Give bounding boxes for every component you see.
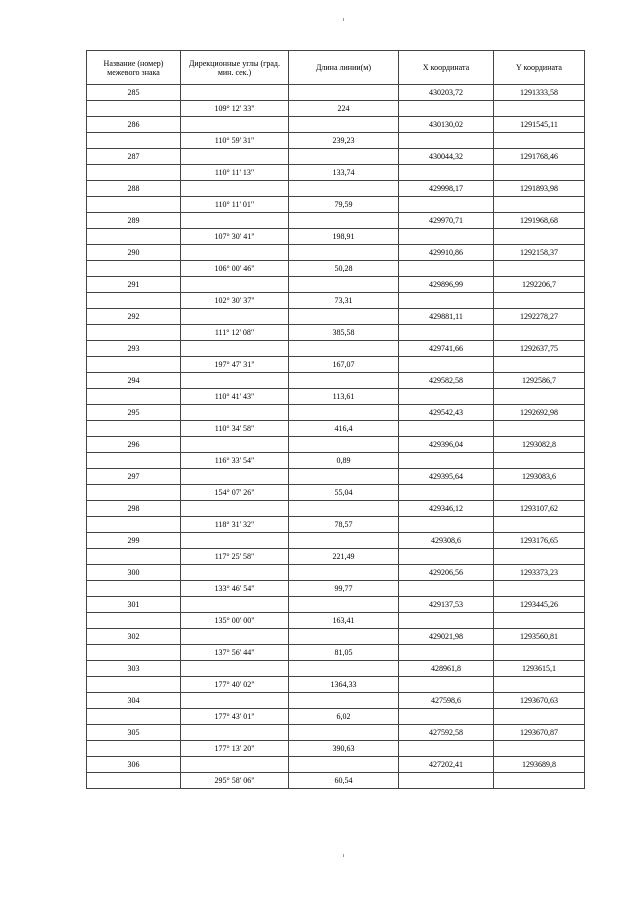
point-name: 293	[87, 341, 181, 357]
empty-cell	[181, 437, 289, 453]
empty-cell	[289, 245, 399, 261]
point-row	[87, 309, 585, 325]
empty-cell	[87, 101, 181, 117]
direction-angle: 177° 43' 01"	[181, 709, 289, 725]
point-name: 292	[87, 309, 181, 325]
empty-cell	[494, 741, 585, 757]
point-row	[87, 405, 585, 421]
segment-row	[87, 293, 585, 309]
table-header-row	[87, 51, 585, 85]
point-row	[87, 373, 585, 389]
point-name: 301	[87, 597, 181, 613]
point-row	[87, 693, 585, 709]
x-coordinate: 429582,58	[399, 373, 494, 389]
point-row	[87, 437, 585, 453]
empty-cell	[87, 325, 181, 341]
empty-cell	[289, 533, 399, 549]
y-coordinate: 1291893,98	[494, 181, 585, 197]
empty-cell	[494, 773, 585, 789]
direction-angle: 197° 47' 31"	[181, 357, 289, 373]
segment-row	[87, 485, 585, 501]
y-coordinate: 1292278,27	[494, 309, 585, 325]
empty-cell	[399, 773, 494, 789]
empty-cell	[289, 437, 399, 453]
empty-cell	[181, 117, 289, 133]
direction-angle: 110° 11' 13"	[181, 165, 289, 181]
point-name: 303	[87, 661, 181, 677]
x-coordinate: 429881,11	[399, 309, 494, 325]
point-row	[87, 629, 585, 645]
empty-cell	[181, 597, 289, 613]
point-row	[87, 341, 585, 357]
empty-cell	[181, 245, 289, 261]
point-name: 286	[87, 117, 181, 133]
y-coordinate: 1293615,1	[494, 661, 585, 677]
segment-row	[87, 645, 585, 661]
empty-cell	[87, 133, 181, 149]
line-length: 167,07	[289, 357, 399, 373]
empty-cell	[399, 645, 494, 661]
empty-cell	[181, 181, 289, 197]
line-length: 60,54	[289, 773, 399, 789]
empty-cell	[289, 725, 399, 741]
empty-cell	[494, 709, 585, 725]
boundary-coordinates-table	[86, 50, 585, 789]
x-coordinate: 429137,53	[399, 597, 494, 613]
empty-cell	[181, 757, 289, 773]
scan-mark	[343, 854, 344, 857]
empty-cell	[289, 501, 399, 517]
empty-cell	[494, 517, 585, 533]
empty-cell	[399, 293, 494, 309]
empty-cell	[494, 357, 585, 373]
segment-row	[87, 581, 585, 597]
empty-cell	[399, 229, 494, 245]
empty-cell	[289, 85, 399, 101]
segment-row	[87, 741, 585, 757]
empty-cell	[87, 485, 181, 501]
x-coordinate: 429741,66	[399, 341, 494, 357]
y-coordinate: 1291545,11	[494, 117, 585, 133]
point-name: 291	[87, 277, 181, 293]
line-length: 73,31	[289, 293, 399, 309]
y-coordinate: 1293107,62	[494, 501, 585, 517]
segment-row	[87, 165, 585, 181]
direction-angle: 135° 00' 00"	[181, 613, 289, 629]
x-coordinate: 429206,56	[399, 565, 494, 581]
line-length: 6,02	[289, 709, 399, 725]
direction-angle: 110° 59' 31"	[181, 133, 289, 149]
y-coordinate: 1292692,98	[494, 405, 585, 421]
x-coordinate: 429542,43	[399, 405, 494, 421]
empty-cell	[181, 501, 289, 517]
x-coordinate: 429346,12	[399, 501, 494, 517]
direction-angle: 107° 30' 41"	[181, 229, 289, 245]
table-body	[87, 85, 585, 789]
point-row	[87, 149, 585, 165]
direction-angle: 110° 34' 58"	[181, 421, 289, 437]
empty-cell	[181, 661, 289, 677]
line-length: 416,4	[289, 421, 399, 437]
empty-cell	[494, 421, 585, 437]
x-coordinate: 429910,86	[399, 245, 494, 261]
header-length: Длина линии(м)	[289, 51, 399, 85]
point-name: 304	[87, 693, 181, 709]
line-length: 55,04	[289, 485, 399, 501]
direction-angle: 133° 46' 54"	[181, 581, 289, 597]
empty-cell	[181, 341, 289, 357]
empty-cell	[289, 309, 399, 325]
empty-cell	[399, 549, 494, 565]
direction-angle: 137° 56' 44"	[181, 645, 289, 661]
direction-angle: 102° 30' 37"	[181, 293, 289, 309]
empty-cell	[87, 517, 181, 533]
header-name: Название (номер) межевого знака	[87, 51, 181, 85]
empty-cell	[399, 709, 494, 725]
segment-row	[87, 325, 585, 341]
empty-cell	[494, 229, 585, 245]
x-coordinate: 429395,64	[399, 469, 494, 485]
empty-cell	[289, 661, 399, 677]
direction-angle: 111° 12' 08"	[181, 325, 289, 341]
empty-cell	[399, 101, 494, 117]
empty-cell	[289, 405, 399, 421]
y-coordinate: 1293082,8	[494, 437, 585, 453]
empty-cell	[181, 373, 289, 389]
x-coordinate: 427598,6	[399, 693, 494, 709]
empty-cell	[494, 261, 585, 277]
empty-cell	[87, 709, 181, 725]
empty-cell	[87, 197, 181, 213]
point-name: 302	[87, 629, 181, 645]
line-length: 239,23	[289, 133, 399, 149]
empty-cell	[399, 261, 494, 277]
point-row	[87, 213, 585, 229]
x-coordinate: 430044,32	[399, 149, 494, 165]
line-length: 221,49	[289, 549, 399, 565]
point-row	[87, 245, 585, 261]
empty-cell	[87, 549, 181, 565]
y-coordinate: 1291968,68	[494, 213, 585, 229]
empty-cell	[289, 469, 399, 485]
segment-row	[87, 773, 585, 789]
header-x: X координата	[399, 51, 494, 85]
direction-angle: 110° 11' 01"	[181, 197, 289, 213]
empty-cell	[181, 149, 289, 165]
empty-cell	[289, 373, 399, 389]
empty-cell	[494, 133, 585, 149]
y-coordinate: 1291768,46	[494, 149, 585, 165]
empty-cell	[181, 277, 289, 293]
empty-cell	[399, 741, 494, 757]
segment-row	[87, 133, 585, 149]
line-length: 81,05	[289, 645, 399, 661]
direction-angle: 154° 07' 26"	[181, 485, 289, 501]
x-coordinate: 430203,72	[399, 85, 494, 101]
empty-cell	[87, 677, 181, 693]
line-length: 390,63	[289, 741, 399, 757]
empty-cell	[399, 517, 494, 533]
empty-cell	[289, 117, 399, 133]
line-length: 224	[289, 101, 399, 117]
line-length: 50,28	[289, 261, 399, 277]
y-coordinate: 1293560,81	[494, 629, 585, 645]
empty-cell	[494, 197, 585, 213]
empty-cell	[181, 213, 289, 229]
empty-cell	[494, 645, 585, 661]
empty-cell	[289, 757, 399, 773]
empty-cell	[87, 741, 181, 757]
empty-cell	[399, 325, 494, 341]
segment-row	[87, 357, 585, 373]
segment-row	[87, 709, 585, 725]
empty-cell	[494, 677, 585, 693]
empty-cell	[181, 565, 289, 581]
line-length: 0,89	[289, 453, 399, 469]
segment-row	[87, 549, 585, 565]
empty-cell	[181, 85, 289, 101]
empty-cell	[181, 693, 289, 709]
empty-cell	[399, 389, 494, 405]
x-coordinate: 427592,58	[399, 725, 494, 741]
segment-row	[87, 517, 585, 533]
empty-cell	[87, 293, 181, 309]
empty-cell	[87, 261, 181, 277]
y-coordinate: 1293445,26	[494, 597, 585, 613]
y-coordinate: 1293373,23	[494, 565, 585, 581]
empty-cell	[181, 469, 289, 485]
segment-row	[87, 261, 585, 277]
y-coordinate: 1293176,65	[494, 533, 585, 549]
empty-cell	[399, 197, 494, 213]
x-coordinate: 429998,17	[399, 181, 494, 197]
empty-cell	[289, 149, 399, 165]
point-row	[87, 661, 585, 677]
empty-cell	[289, 213, 399, 229]
empty-cell	[87, 613, 181, 629]
point-name: 299	[87, 533, 181, 549]
point-row	[87, 85, 585, 101]
line-length: 385,58	[289, 325, 399, 341]
direction-angle: 295° 58' 06"	[181, 773, 289, 789]
x-coordinate: 428961,8	[399, 661, 494, 677]
empty-cell	[494, 293, 585, 309]
segment-row	[87, 197, 585, 213]
segment-row	[87, 421, 585, 437]
segment-row	[87, 677, 585, 693]
empty-cell	[289, 597, 399, 613]
y-coordinate: 1292158,37	[494, 245, 585, 261]
point-name: 290	[87, 245, 181, 261]
empty-cell	[289, 181, 399, 197]
empty-cell	[289, 277, 399, 293]
empty-cell	[181, 533, 289, 549]
empty-cell	[494, 389, 585, 405]
point-row	[87, 757, 585, 773]
empty-cell	[87, 645, 181, 661]
line-length: 113,61	[289, 389, 399, 405]
empty-cell	[181, 405, 289, 421]
empty-cell	[494, 549, 585, 565]
direction-angle: 109° 12' 33"	[181, 101, 289, 117]
empty-cell	[87, 165, 181, 181]
direction-angle: 177° 13' 20"	[181, 741, 289, 757]
line-length: 1364,33	[289, 677, 399, 693]
point-name: 288	[87, 181, 181, 197]
point-row	[87, 565, 585, 581]
x-coordinate: 429021,98	[399, 629, 494, 645]
y-coordinate: 1291333,58	[494, 85, 585, 101]
line-length: 78,57	[289, 517, 399, 533]
point-name: 295	[87, 405, 181, 421]
empty-cell	[289, 565, 399, 581]
empty-cell	[181, 309, 289, 325]
empty-cell	[87, 773, 181, 789]
direction-angle: 117° 25' 58"	[181, 549, 289, 565]
point-row	[87, 277, 585, 293]
point-row	[87, 469, 585, 485]
empty-cell	[494, 453, 585, 469]
empty-cell	[399, 453, 494, 469]
scan-mark	[343, 18, 344, 21]
header-angle: Дирекционные углы (град. мин. сек.)	[181, 51, 289, 85]
empty-cell	[289, 629, 399, 645]
line-length: 163,41	[289, 613, 399, 629]
empty-cell	[289, 693, 399, 709]
empty-cell	[494, 485, 585, 501]
y-coordinate: 1293083,6	[494, 469, 585, 485]
empty-cell	[494, 101, 585, 117]
point-name: 297	[87, 469, 181, 485]
x-coordinate: 429308,6	[399, 533, 494, 549]
empty-cell	[399, 677, 494, 693]
point-name: 298	[87, 501, 181, 517]
empty-cell	[87, 453, 181, 469]
line-length: 133,74	[289, 165, 399, 181]
point-name: 306	[87, 757, 181, 773]
y-coordinate: 1293670,87	[494, 725, 585, 741]
y-coordinate: 1292637,75	[494, 341, 585, 357]
empty-cell	[494, 165, 585, 181]
empty-cell	[87, 421, 181, 437]
point-name: 294	[87, 373, 181, 389]
x-coordinate: 429896,99	[399, 277, 494, 293]
empty-cell	[181, 629, 289, 645]
empty-cell	[87, 581, 181, 597]
empty-cell	[494, 325, 585, 341]
direction-angle: 106° 00' 46"	[181, 261, 289, 277]
point-name: 285	[87, 85, 181, 101]
direction-angle: 118° 31' 32"	[181, 517, 289, 533]
y-coordinate: 1293689,8	[494, 757, 585, 773]
x-coordinate: 429970,71	[399, 213, 494, 229]
point-name: 289	[87, 213, 181, 229]
empty-cell	[399, 133, 494, 149]
empty-cell	[399, 485, 494, 501]
direction-angle: 110° 41' 43"	[181, 389, 289, 405]
header-y: Y координата	[494, 51, 585, 85]
empty-cell	[87, 229, 181, 245]
empty-cell	[181, 725, 289, 741]
y-coordinate: 1292206,7	[494, 277, 585, 293]
point-name: 305	[87, 725, 181, 741]
direction-angle: 116° 33' 54"	[181, 453, 289, 469]
segment-row	[87, 613, 585, 629]
y-coordinate: 1292586,7	[494, 373, 585, 389]
line-length: 198,91	[289, 229, 399, 245]
direction-angle: 177° 40' 02"	[181, 677, 289, 693]
point-row	[87, 533, 585, 549]
point-row	[87, 725, 585, 741]
empty-cell	[494, 613, 585, 629]
segment-row	[87, 453, 585, 469]
line-length: 79,59	[289, 197, 399, 213]
segment-row	[87, 229, 585, 245]
empty-cell	[399, 165, 494, 181]
point-row	[87, 117, 585, 133]
point-name: 296	[87, 437, 181, 453]
point-row	[87, 181, 585, 197]
line-length: 99,77	[289, 581, 399, 597]
empty-cell	[399, 613, 494, 629]
point-name: 300	[87, 565, 181, 581]
segment-row	[87, 101, 585, 117]
segment-row	[87, 389, 585, 405]
empty-cell	[399, 421, 494, 437]
empty-cell	[399, 357, 494, 373]
x-coordinate: 427202,41	[399, 757, 494, 773]
point-row	[87, 501, 585, 517]
empty-cell	[87, 357, 181, 373]
x-coordinate: 430130,02	[399, 117, 494, 133]
x-coordinate: 429396,04	[399, 437, 494, 453]
empty-cell	[87, 389, 181, 405]
point-row	[87, 597, 585, 613]
empty-cell	[399, 581, 494, 597]
point-name: 287	[87, 149, 181, 165]
empty-cell	[494, 581, 585, 597]
y-coordinate: 1293670,63	[494, 693, 585, 709]
empty-cell	[289, 341, 399, 357]
